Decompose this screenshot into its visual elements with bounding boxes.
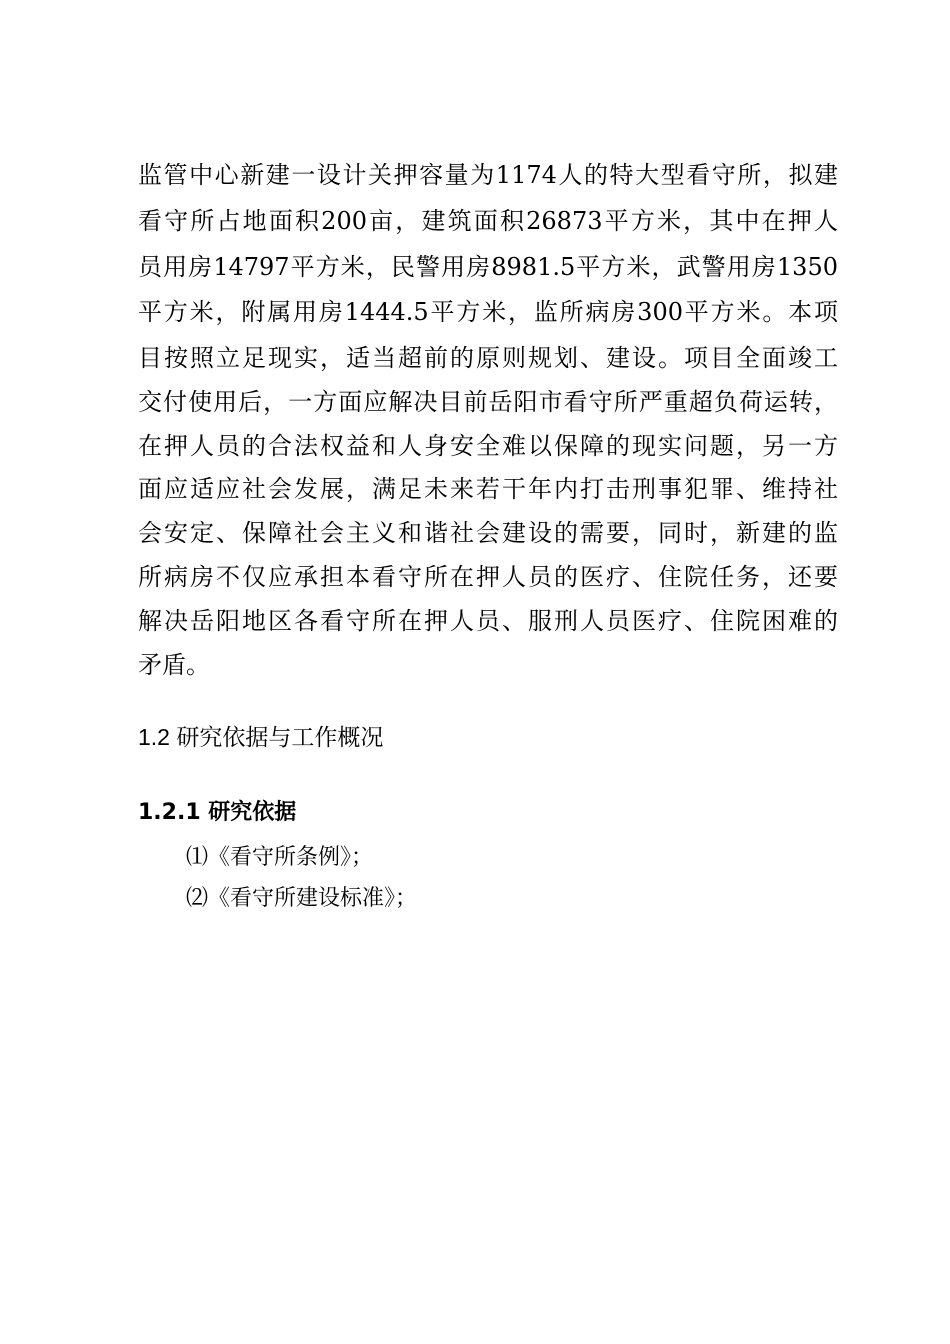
paragraph-line-7: 在押人员的合法权益和人身安全难以保障的现实问题，另一方 [138, 432, 838, 460]
paragraph-line-4: 平方米，附属用房1444.5平方米，监所病房300平方米。本项 [138, 298, 838, 326]
basis-list-item-2: ⑵《看守所建设标准》； [186, 886, 418, 911]
paragraph-line-12: 矛盾。 [138, 651, 210, 679]
paragraph-line-10: 所病房不仅应承担本看守所在押人员的医疗、住院任务，还要 [138, 563, 838, 591]
paragraph-line-2: 看守所占地面积200亩，建筑面积26873平方米，其中在押人 [138, 207, 838, 235]
paragraph-line-9: 会安定、保障社会主义和谐社会建设的需要，同时，新建的监 [138, 519, 838, 547]
subsection-heading: 1.2.1 研究依据 [138, 800, 297, 825]
paragraph-line-3: 员用房14797平方米，民警用房8981.5平方米，武警用房1350 [138, 253, 838, 281]
paragraph-line-6: 交付使用后，一方面应解决目前岳阳市看守所严重超负荷运转， [138, 388, 838, 416]
section-heading: 1.2 研究依据与工作概况 [138, 724, 384, 750]
basis-list-item-1: ⑴《看守所条例》； [186, 845, 374, 870]
paragraph-line-1: 监管中心新建一设计关押容量为1174人的特大型看守所，拟建 [138, 161, 838, 189]
paragraph-line-5: 目按照立足现实，适当超前的原则规划、建设。项目全面竣工 [138, 344, 838, 372]
paragraph-line-11: 解决岳阳地区各看守所在押人员、服刑人员医疗、住院困难的 [138, 607, 838, 635]
paragraph-line-8: 面应适应社会发展，满足未来若干年内打击刑事犯罪、维持社 [138, 475, 838, 503]
